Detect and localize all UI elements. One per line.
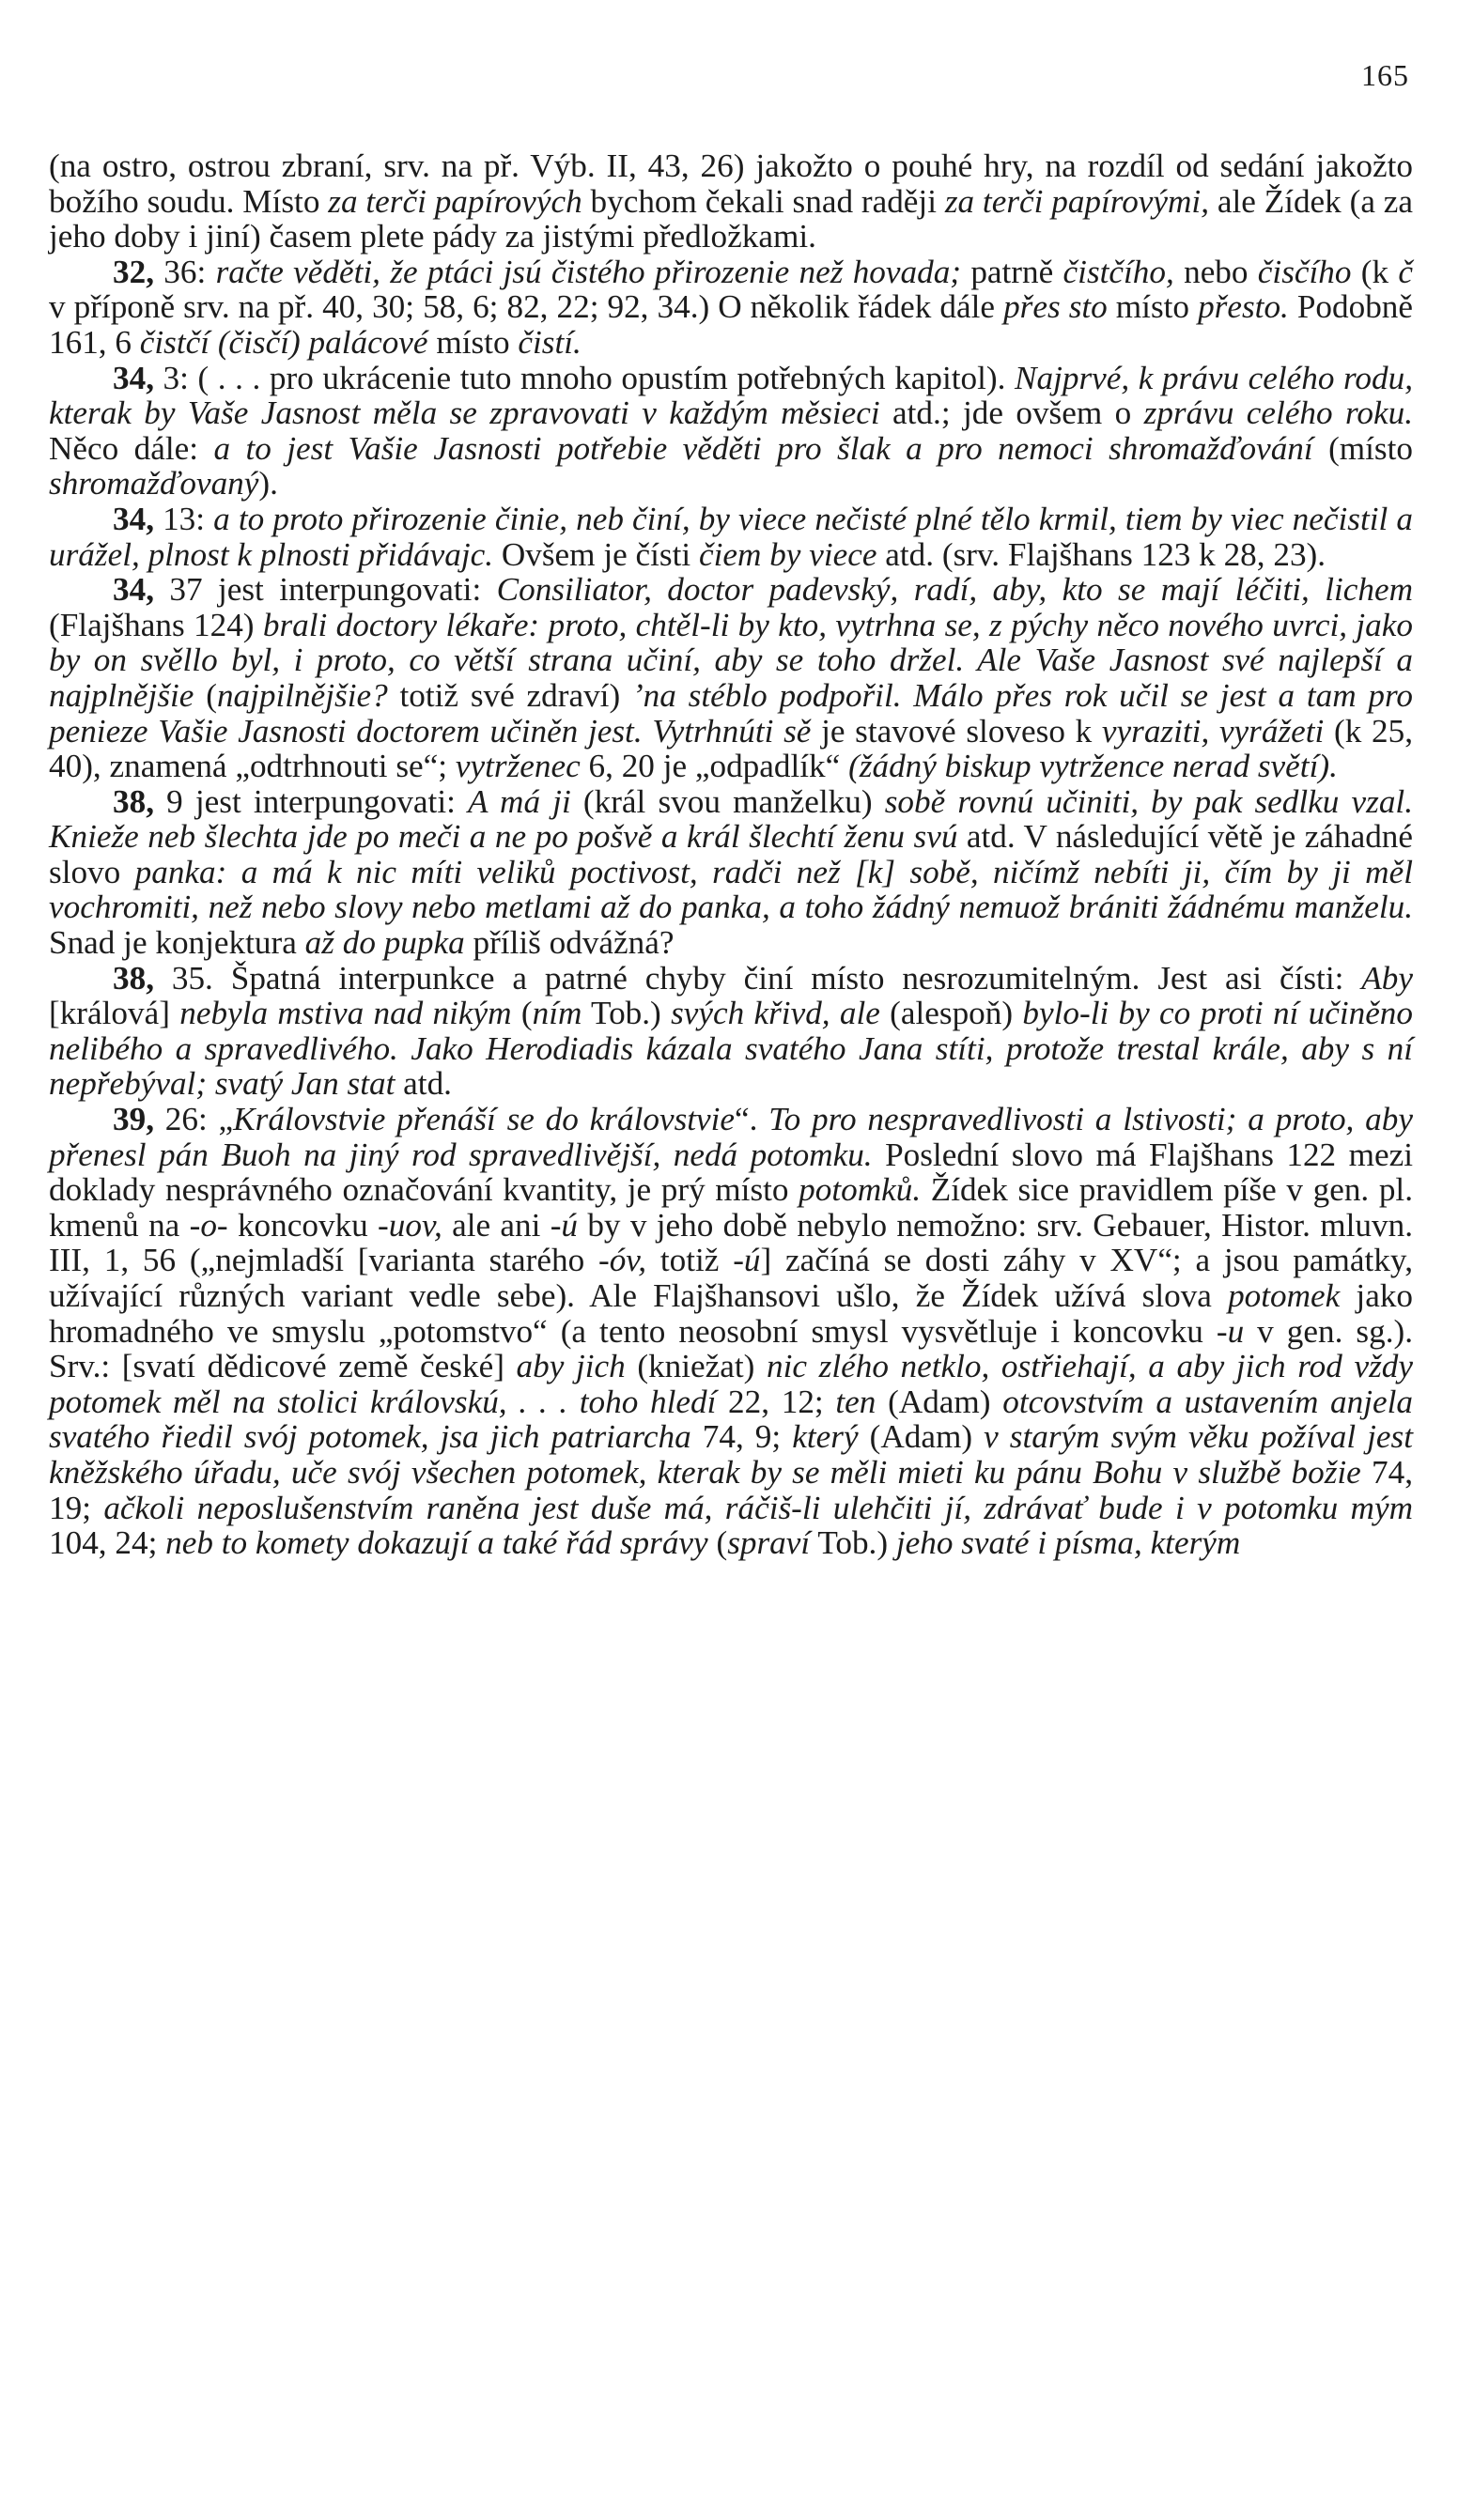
quoted-text: ʼna stéblo podpořil. Málo přes rok učil se jest a tam pro penieze Vašie Jasnosti doctorem učiněn jest. Vytrhnúti sě [49,676,1413,750]
quoted-text: čisčího [1257,253,1352,290]
quoted-text: přes sto [1003,288,1108,326]
quoted-text: -uov, [378,1206,442,1244]
quoted-text: zprávu celého roku. [1143,394,1414,432]
quoted-text: až do pupka [304,924,465,962]
text-segment: ( [707,1524,728,1562]
text-segment: je stavové sloveso k [811,712,1102,750]
text-segment: by v jeho době nebylo nemožno: srv. Gebauer, Histor. mluvn. III, 1, 56 („nejmladší [varianta starého [49,1206,1414,1279]
quoted-text: najpilnějšie? [216,676,388,714]
paragraph [49,961,1413,1102]
body-text [49,148,1413,1561]
quoted-text: Najprvé, k právu celého rodu, kterak by Vaše Jasnost měla se zpravovati v každým měsieci [49,359,1413,432]
quoted-text: sobě rovnú učiniti, by pak sedlku vzal. Knieže neb šlechta jde po meči a ne po pošvě a král šlechtí ženu svú [49,782,1413,856]
quoted-text: (žádný biskup vytržence nerad světí). [848,748,1338,785]
text-segment: [králová] [49,995,180,1032]
text-segment: ( [194,676,217,714]
quoted-text: Královstvie přenáší se do královstvie [233,1101,736,1138]
quoted-text: čistí. [518,323,582,361]
quoted-text: spraví [727,1524,811,1562]
entry-reference: 38, [113,782,154,820]
quoted-text: ačkoli neposlušenstvím raněna jest duše má, ráčiš-li ulehčiti jí, zdrávať bude i v potomku mým [103,1489,1414,1526]
text-segment: 104, 24; [49,1524,166,1562]
entry-reference: 38, [113,959,154,997]
quoted-text: čistčího, [1062,253,1174,290]
text-segment: Ovšem je čísti [493,535,699,573]
paragraph [49,148,1413,255]
text-segment: (na ostro, ostrou zbraní, srv. na př. Výb. II, 43, 26) jakožto o pouhé hry, na rozdíl od sedání jakožto božího soudu. Místo [49,147,1413,220]
text-segment: příliš odvážná? [464,924,675,962]
quoted-text: jeho svaté i písma, kterým [895,1524,1241,1562]
text-segment: totiž své zdraví) [387,676,632,714]
text-segment: v gen. sg.). Srv.: [svatí dědicové země české] [49,1312,1414,1385]
text-segment: 6, 20 je „odpadlík“ [580,748,849,785]
paragraph [49,361,1413,502]
text-segment: Něco dále: [49,429,214,467]
quoted-text: shromažďovaný [49,465,259,502]
entry-reference: 39, [113,1101,154,1138]
quoted-text: za terči papírových [328,182,582,220]
text-segment: Poslední slovo má Flajšhans 122 mezi doklady nesprávného označování kvantity, je prý místo [49,1136,1413,1209]
quoted-text: č [1398,253,1414,290]
quoted-text: a proto, aby přenesl pán Buoh na jiný rod spravedlivější, nedá potomku. [49,1101,1413,1173]
text-segment: (k [1351,253,1399,290]
text-segment: Snad je konjektura [49,924,305,962]
text-segment: (k 25, 40), znamená „odtrhnouti se“; [49,712,1414,785]
text-segment: bychom čekali snad raději [582,182,945,220]
text-segment: ale ani [442,1206,551,1244]
quoted-text: brali doctory lékaře: proto, chtěl-li by kto, vytrhna se, z pýchy něco nového uvrci, jako by on svěllo byl, i proto, co větší strana učiní, aby se toho držel. Ale Vaše Jasnost své najlepší a najplnějšie [49,606,1413,714]
quoted-text: potomků. [799,1171,922,1209]
text-segment: (Adam) [858,1418,985,1456]
text-segment: 26: „ [153,1101,234,1138]
quoted-text: který [792,1418,859,1456]
quoted-text: A má ji [468,782,571,820]
text-segment: ] začíná se dosti záhy v XV“; a jsou památky, užívající různých variant vedle sebe). Ale Flajšhansovi ušlo, že Žídek užívá slova [49,1242,1413,1314]
quoted-text: bylo-li by co proti ní učiněno nelibého a spravedlivého. Jako Herodiadis kázala svatého Jana stíti, protože trestal krále, aby s ní nepřebýval; svatý Jan stat [49,995,1413,1103]
text-segment: (alespoň) [879,995,1023,1032]
text-segment: patrně [961,253,1063,290]
paragraph [49,1102,1413,1561]
text-segment: ale Žídek (a za jeho doby i jiní) časem plete pády za jistými předložkami. [49,182,1413,255]
entry-reference: 32, [113,253,154,290]
quoted-text: -ú [550,1206,579,1244]
quoted-text: ním [532,995,582,1032]
quoted-text: vytrženec [455,748,581,785]
text-segment: 13: [153,500,214,537]
entry-reference: 34, [113,571,154,609]
text-segment: atd. [395,1065,452,1103]
quoted-text: -óv, [597,1242,647,1279]
text-segment: (král svou manželku) [570,782,885,820]
quoted-text: a to jest Vašie Jasnosti potřebie věděti pro šlak a pro nemoci shromažďování [213,429,1313,467]
quoted-text: za terči papírovými, [944,182,1210,220]
text-segment: atd.; jde ovšem o [879,394,1144,432]
quoted-text: ten [835,1383,876,1420]
entry-reference: 34, [113,500,154,537]
quoted-text: -u [1216,1312,1245,1350]
quoted-text: aby jich [516,1348,626,1385]
quoted-text: nebyla mstiva nad nikým [179,995,512,1032]
text-segment: 74, 19; [49,1453,1414,1526]
quoted-text: svých křivd, ale [671,995,880,1032]
quoted-text: a to proto přirozenie činie, neb činí, by viece nečisté plné tělo krmil, tiem by viec nečistil a urážel, plnost k plnosti přidávajc. [49,500,1414,573]
text-segment: Tob.) [582,995,672,1032]
paragraph [49,784,1413,961]
quoted-text: neb to komety dokazují a také řád správy [165,1524,708,1562]
text-segment: ). [258,465,278,502]
text-segment: totiž [646,1242,734,1279]
text-segment: (kniežat) [625,1348,768,1385]
text-segment: 36: [153,253,216,290]
quoted-text: v starým svým věku požíval jest kněžského úřadu, uče svój všechen potomek, kterak by se měli mieti ku pánu Bohu v službě božie [49,1418,1414,1491]
text-segment: v příponě srv. na př. 40, 30; 58, 6; 82, 22; 92, 34.) O několik řádek dále [49,288,1004,326]
paragraph [49,572,1413,784]
quoted-text: -ú [733,1242,761,1279]
text-segment: (místo [1312,429,1413,467]
text-segment: 35. Špatná interpunkce a patrné chyby činí místo nesrozumitelným. Jest asi čísti: [153,959,1362,997]
text-segment: místo [427,323,519,361]
text-segment: koncovku [227,1206,379,1244]
quoted-text: panka: [134,853,227,890]
text-segment: místo [1107,288,1199,326]
text-segment: “. [735,1101,769,1138]
quoted-text: nic zlého netklo, ostřiehají, a aby jich rod vždy potomek měl na stolici královskú, . . . toho hledí [49,1348,1413,1420]
text-segment: Žídek sice pravidlem píše v gen. pl. kmenů na [49,1171,1413,1244]
text-segment: 22, 12; [716,1383,836,1420]
text-segment: nebo [1173,253,1258,290]
text-segment: Tob.) [810,1524,896,1562]
text-segment [226,854,240,890]
quoted-text: Aby [1361,959,1413,997]
entry-reference: 34, [113,359,154,396]
quoted-text: vyraziti, vyrážeti [1101,712,1325,750]
text-segment: (Adam) [876,1383,1003,1420]
page-number: 165 [1361,58,1409,92]
text-segment: 74, 9; [690,1418,793,1456]
quoted-text: -o- [189,1206,228,1244]
quoted-text: Consiliator, doctor padevský, radí, aby, kto se mají léčiti, lichem [496,571,1413,609]
text-segment: ( [511,995,533,1032]
text-segment: 3: ( . . . pro ukrácenie tuto mnoho opustím potřebných kapitol). [153,359,1016,396]
quoted-text: čistčí (čisčí) palácové [139,323,428,361]
quoted-text: přesto. [1198,288,1289,326]
quoted-text: račte věděti, že ptáci jsú čistého přirozenie než hovada; [215,253,962,290]
paragraph [49,255,1413,361]
text-segment: atd. (srv. Flajšhans 123 k 28, 23). [876,535,1326,573]
quoted-text: otcovstvím a ustavením anjela svatého řiedil svój potomek, jsa jich patriarcha [49,1383,1413,1456]
text-segment: jako hromadného ve smyslu „potomstvo“ (a tento neosobní smysl vysvětluje i koncovku [49,1277,1413,1350]
text-segment: (Flajšhans 124) [49,606,263,643]
quoted-text: potomek [1228,1277,1341,1314]
quoted-text: a má k nic míti veliků poctivost, radči než [k] sobě, ničímž nebíti ji, čím by ji měl vochromiti, než nebo slovy nebo metlami až do panka, a toho žádný nemuož brániti žádnému manželu. [49,853,1413,926]
text-segment: 37 jest interpungovati: [153,571,497,609]
paragraph [49,502,1413,572]
text-segment [1236,1101,1248,1137]
quoted-text: To pro nespravedlivosti a lstivosti; [768,1101,1237,1138]
text-segment: 9 jest interpungovati: [153,782,469,820]
text-segment: Podobně 161, 6 [49,288,1414,361]
quoted-text: čiem by viece [698,535,877,573]
text-segment: atd. V následující větě je záhadné slovo [49,818,1413,890]
